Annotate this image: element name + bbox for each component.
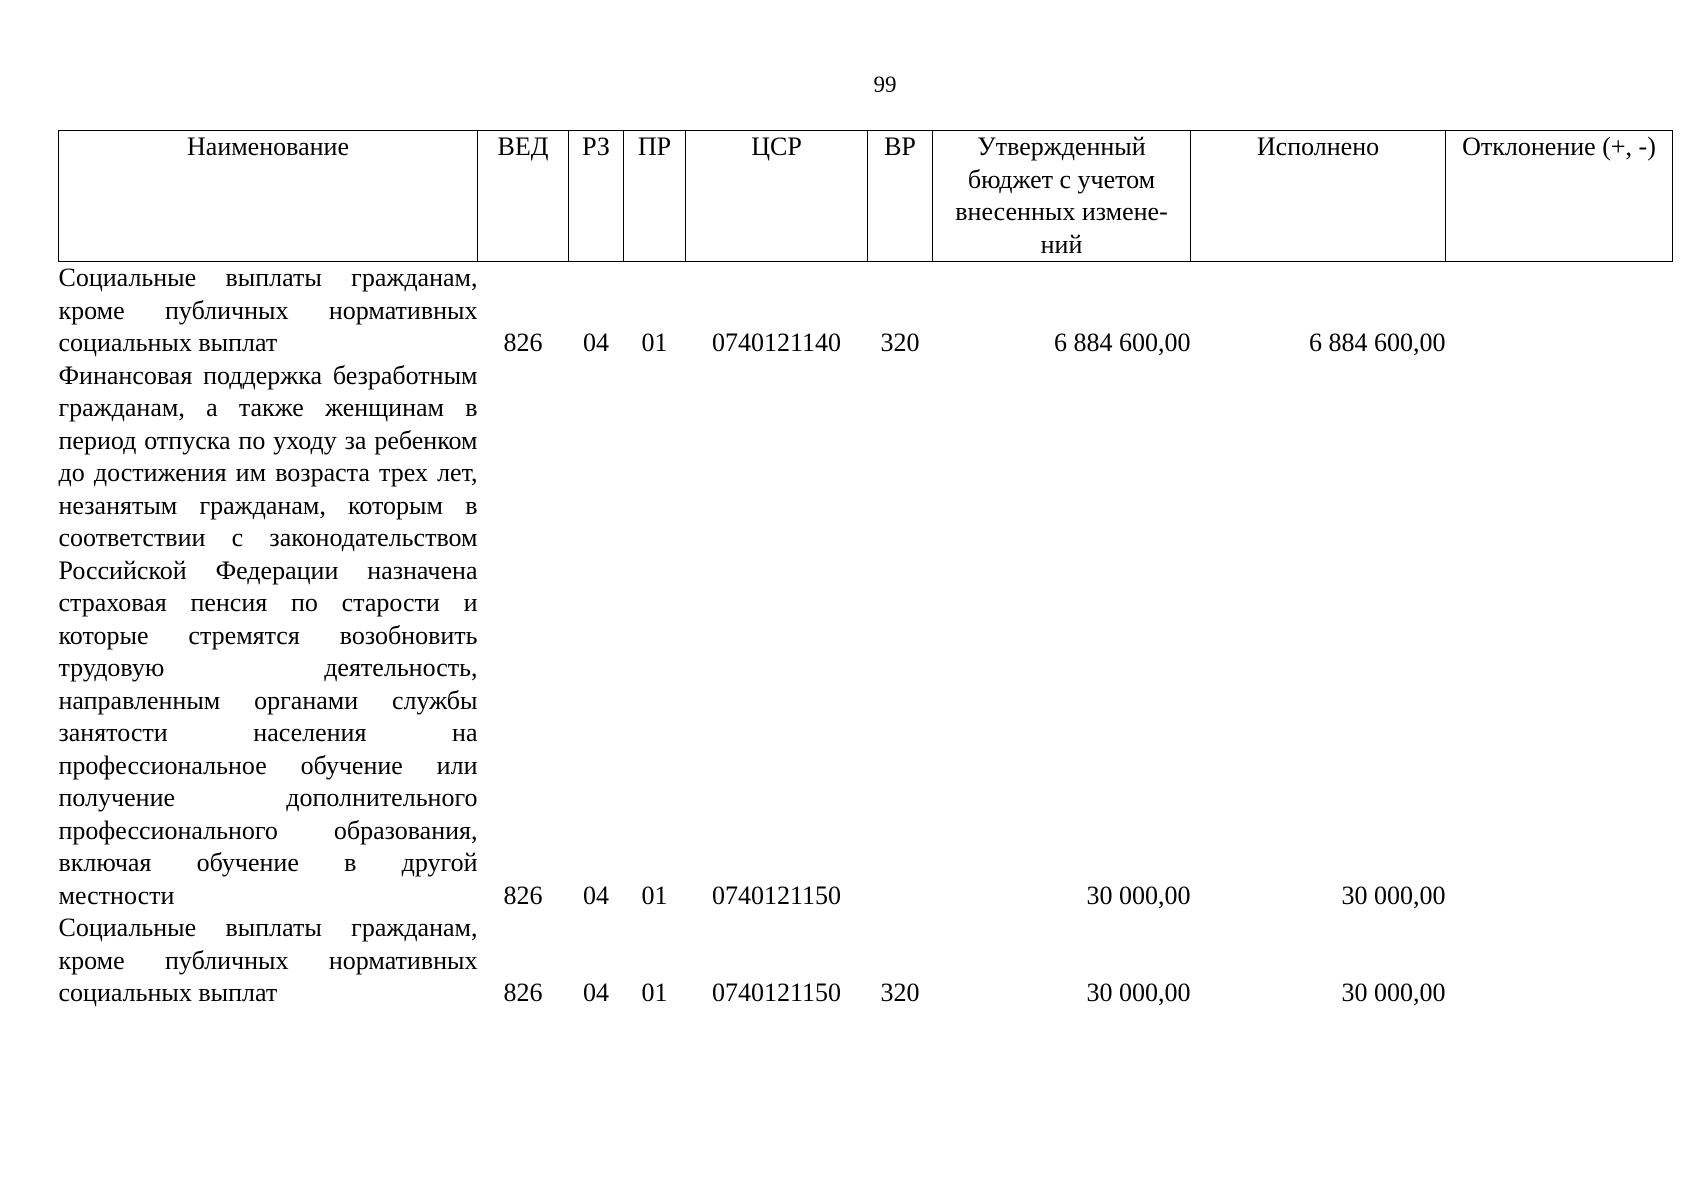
row-pr: 01 [641, 978, 668, 1007]
row-rz: 04 [583, 978, 609, 1007]
row-pr: 01 [641, 880, 668, 910]
header-pr: ПР [624, 131, 686, 262]
row-ved: 826 [503, 978, 543, 1007]
budget-table [58, 130, 1673, 1010]
row-executed: 30 000,00 [1341, 880, 1446, 910]
row-executed: 6 884 600,00 [1309, 328, 1446, 357]
row-approved: 6 884 600,00 [1054, 328, 1191, 357]
page-number: 99 [873, 72, 897, 97]
table-row [59, 360, 1673, 913]
row-rz: 04 [583, 880, 609, 910]
row-pr: 01 [641, 328, 668, 357]
row-name: Социальные выплаты гражданам, кроме публичных нормативных социальных выплат [58, 913, 478, 1007]
header-csr: ЦСР [686, 131, 868, 262]
table-row [59, 912, 1673, 1010]
row-ved: 826 [503, 880, 543, 910]
header-approved-budget: Утвержденный бюджет с учетом внесенных измене-ний [933, 131, 1191, 262]
row-vr: 320 [880, 978, 920, 1007]
row-approved: 30 000,00 [1086, 978, 1191, 1007]
table-row [59, 262, 1673, 360]
header-name: Наименование [59, 131, 478, 262]
header-deviation: Отклонение (+, -) [1446, 131, 1673, 262]
row-executed: 30 000,00 [1341, 978, 1446, 1007]
row-csr: 0740121150 [711, 880, 842, 910]
row-vr: 320 [880, 328, 920, 357]
row-name: Финансовая поддержка безработным гражданам, а также женщинам в период отпуска по уходу за ребенком до достижения им возраста трех лет, незанятым гражданам, которым в соответствии с законодательством Российской Федерации назначена страховая пенсия по старости и которые стремятся возобновить трудовую деятельность, направленным органами службы занятости населения на профессиональное обучение или получение дополнительного профессионального образования, включая обучение в другой местности [58, 360, 478, 910]
header-row [59, 131, 1673, 262]
header-executed: Исполнено [1191, 131, 1446, 262]
row-deviation [1446, 360, 1673, 913]
row-deviation [1446, 262, 1673, 360]
header-rz: РЗ [569, 131, 624, 262]
header-ved: ВЕД [478, 131, 569, 262]
row-csr: 0740121150 [711, 978, 842, 1007]
row-vr [868, 360, 933, 913]
row-rz: 04 [583, 328, 609, 357]
table-header [59, 131, 1673, 262]
row-deviation [1446, 912, 1673, 1010]
row-csr: 0740121140 [711, 328, 842, 357]
table-body [59, 262, 1673, 1010]
row-name: Социальные выплаты гражданам, кроме публичных нормативных социальных выплат [58, 263, 478, 357]
row-approved: 30 000,00 [1086, 880, 1191, 910]
header-vr: ВР [868, 131, 933, 262]
row-ved: 826 [503, 328, 543, 357]
